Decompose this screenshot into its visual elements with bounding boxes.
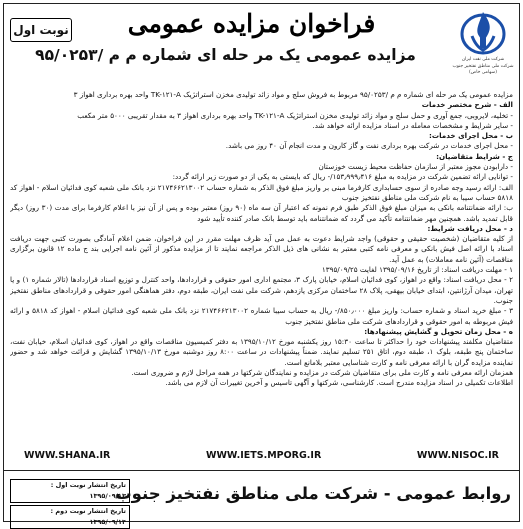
section-d-item-3: ۲ - محل دریافت اسناد: واقع در اهواز، کوی فدائیان اسلام، خیابان پارک ۳، مجتمع اداری امور حقوقی و قراردادها، واحد کنترل و توزیع اسناد قراردادها (تالار شماره ۱) و یا تهران، میدان آرژانتین، ابتدای خیابان بیهقی، پلاک ۲۸ ساختمان مرکزی یازدهم، شرکت ملی نفت ایران، طبقه دوم، دفتر هماهنگی امور حقوقی و قراردادهای مناطق نفتخیز جنوب. xyxy=(10,275,513,305)
publication-round-badge: نوبت اول xyxy=(10,18,72,42)
org-name-3: (سهامی خاص) xyxy=(469,70,497,75)
section-e-item-2: همزمان ارائه معرفی نامه و کارت ملی برای متقاضیان شرکت در مزایده و نمایندگان شرکتها در همه مراحل لازم و ضروری است. xyxy=(131,368,513,378)
notice-header xyxy=(6,6,517,88)
org-logo xyxy=(451,6,515,84)
org-name-2: شرکت ملی مناطق نفتخیز جنوب xyxy=(452,63,514,69)
notice-body xyxy=(10,90,513,450)
section-a-item-2: - سایر شرایط و مشخصات معامله در اسناد مزایده ارائه خواهد شد. xyxy=(312,120,513,130)
section-a-heading: الف - شرح مختصر خدمات xyxy=(421,100,513,110)
notice-footer xyxy=(4,470,519,526)
publication-2-date: ۱۳۹۵/۰۹/۱۴ xyxy=(89,518,126,526)
section-c-item-3: الف: ارائه رسید وجه صادره از سوی حسابداری کارفرما مبنی بر واریز مبلغ فوق الذکر به شماره حساب ۲۱۷۴۶۶۲۱۳۰۰۲ نزد بانک ملی شعبه کوی فدائیان اسلام - اهواز کد ۵۸۱۸ حساب سیبا به نام شرکت ملی مناطق نفتخیز جنوب xyxy=(10,182,513,202)
publication-1 xyxy=(10,479,130,503)
page-subtitle: مزایده عمومی یک مر حله ای شماره م م /۹۵/۰۲۵۳ xyxy=(35,46,416,64)
section-c-item-1: - دارابودن مجوز معتبر از سازمان حفاظت محیط زیست خوزستان xyxy=(318,162,513,172)
section-a-item-1: - تخلیه، لایروبی، جمع آوری و حمل سلج و مواد زائد تولیدی مخزن استراتژیک TK-۱۲۱-A واحد بهره برداری اهواز ۳ به مقدار تقریبی ۵۰۰۰ متر مکعب xyxy=(77,110,513,120)
section-d-item-1: از کلیه متقاضیان (شخصیت حقیقی و حقوقی) واجد شرایط دعوت به عمل می آید ظرف مهلت مقرر در این فراخوان، ضمن اعلام آمادگی بصورت کتبی جهت دریافت اسناد با ارائه اصل فیش بانکی و معرفی نامه کتبی معتبر به نشانی های ذیل الذکر مراجعه نمایند تا از مزایده مذکور از آئین نامه اجرایی بند ج ماده ۱۲ قانون برگزاری مناقصات (آئین نامه معاملات) به عمل آید. xyxy=(10,234,513,264)
publication-1-date: ۱۳۹۵/۰۹/۱۳ xyxy=(89,492,126,500)
publication-2 xyxy=(10,505,130,529)
section-c-heading: ج - شرایط متقاضیان: xyxy=(436,151,513,161)
section-e-item-3: اطلاعات تکمیلی در اسناد مزایده مندرج است. کارشناسی، شرکتها و آگهی تاسیس و آخرین تغییرات آن لازم می باشد. xyxy=(165,378,513,388)
publication-2-label: تاریخ انتشار نوبت دوم : xyxy=(50,507,126,515)
public-relations-signature: روابط عمومی - شرکت ملی مناطق نفتخیز جنوب xyxy=(115,484,511,503)
section-b-heading: ب - محل اجرای خدمات: xyxy=(428,131,513,141)
section-d-item-4: ۳ - مبلغ خرید اسناد و شماره حساب: واریز مبلغ ۸۵۰٫۰۰۰/- ریال به حساب سیبا شماره ۲۱۷۴۶۶۲۱۳۰۰۲ نزد بانک ملی شعبه کوی فدائیان اسلام - اهواز کد ۵۸۱۸ و ارائه فیش مربوطه به امور حقوقی و قراردادهای شرکت ملی مناطق نفتخیز جنوب xyxy=(10,306,513,326)
section-e-item-1: متقاضیان مکلفند پیشنهادات خود را حداکثر تا ساعت ۱۵:۳۰ روز یکشنبه مورخ ۱۳۹۵/۱۰/۱۲ به دفتر کمیسیون مناقصات واقع در اهواز، کوی فدائیان اسلام، خیابان نفت، ساختمان پنج طبقه، بلوک ۱، طبقه دوم، اتاق ۲۵۱ تسلیم نمایند. ضمناً پیشنهادات در ساعت ۸:۰۰ روز دوشنبه مورخ ۱۳۹۵/۱۰/۱۳ گشایش و قرائت خواهد شد و حضور نماینده مزایده گران با ارائه معرفی نامه و کارت شناسایی معتبر بلامانع است. xyxy=(10,337,513,367)
publication-dates xyxy=(10,477,130,529)
section-b-item-1: - محل اجرای خدمات در شرکت بهره برداری نفت و گاز کارون و مدت انجام آن ۴۰ روز می باشد. xyxy=(225,141,513,151)
website-link-iets[interactable]: WWW.IETS.MPORG.IR xyxy=(205,449,322,461)
org-name-1: شرکت ملی نفت ایران xyxy=(461,57,505,62)
publication-1-label: تاریخ انتشار نوبت اول : xyxy=(50,481,126,489)
intro-paragraph: مزایده عمومی یک مر حله ای شماره م م /۹۵/۰۲۵۳ مربوط به فروش سلج و مواد زائد تولیدی مخزن استراتژیک TK-۱۲۱-A واحد بهره برداری اهواز ۳ xyxy=(73,90,513,99)
nioc-flame-icon xyxy=(457,6,509,56)
section-c-item-4: ب: ارائه ضمانتنامه بانکی به میزان مبلغ فوق الذکر طبق فرم نمونه که اعتبار آن سه ماه (۹۰ روز) معتبر بوده و پس از آن نیز با اعلام کارفرما برای مدت (۳۰ روز) دیگر قابل تمدید باشد. همچنین مهر ضمانتنامه تأکید می گردد که ضمانتنامه باید توسط بانک صادر کننده تأیید شود xyxy=(10,203,513,223)
website-links xyxy=(10,448,513,462)
section-c-item-2: - توانایی ارائه تضمین شرکت در مزایده به مبلغ ۱۵۳٫۹۹۹٫۴۱۶/- ریال که بایستی به یکی از دو صورت زیر ارائه گردد: xyxy=(172,172,513,182)
page-title: فراخوان مزایده عمومی xyxy=(127,9,376,38)
website-link-nisoc[interactable]: WWW.NISOC.IR xyxy=(416,449,499,461)
section-d-heading: د - محل دریافت شرایط: xyxy=(427,223,513,233)
website-link-shana[interactable]: WWW.SHANA.IR xyxy=(24,449,111,461)
section-d-item-2: ۱ - مهلت دریافت اسناد: از تاریخ ۱۳۹۵/۰۹/۱۶ لغایت ۱۳۹۵/۰۹/۲۵ xyxy=(321,265,513,275)
section-e-heading: ه - محل زمان تحویل و گشایش پیشنهادها: xyxy=(364,326,513,336)
